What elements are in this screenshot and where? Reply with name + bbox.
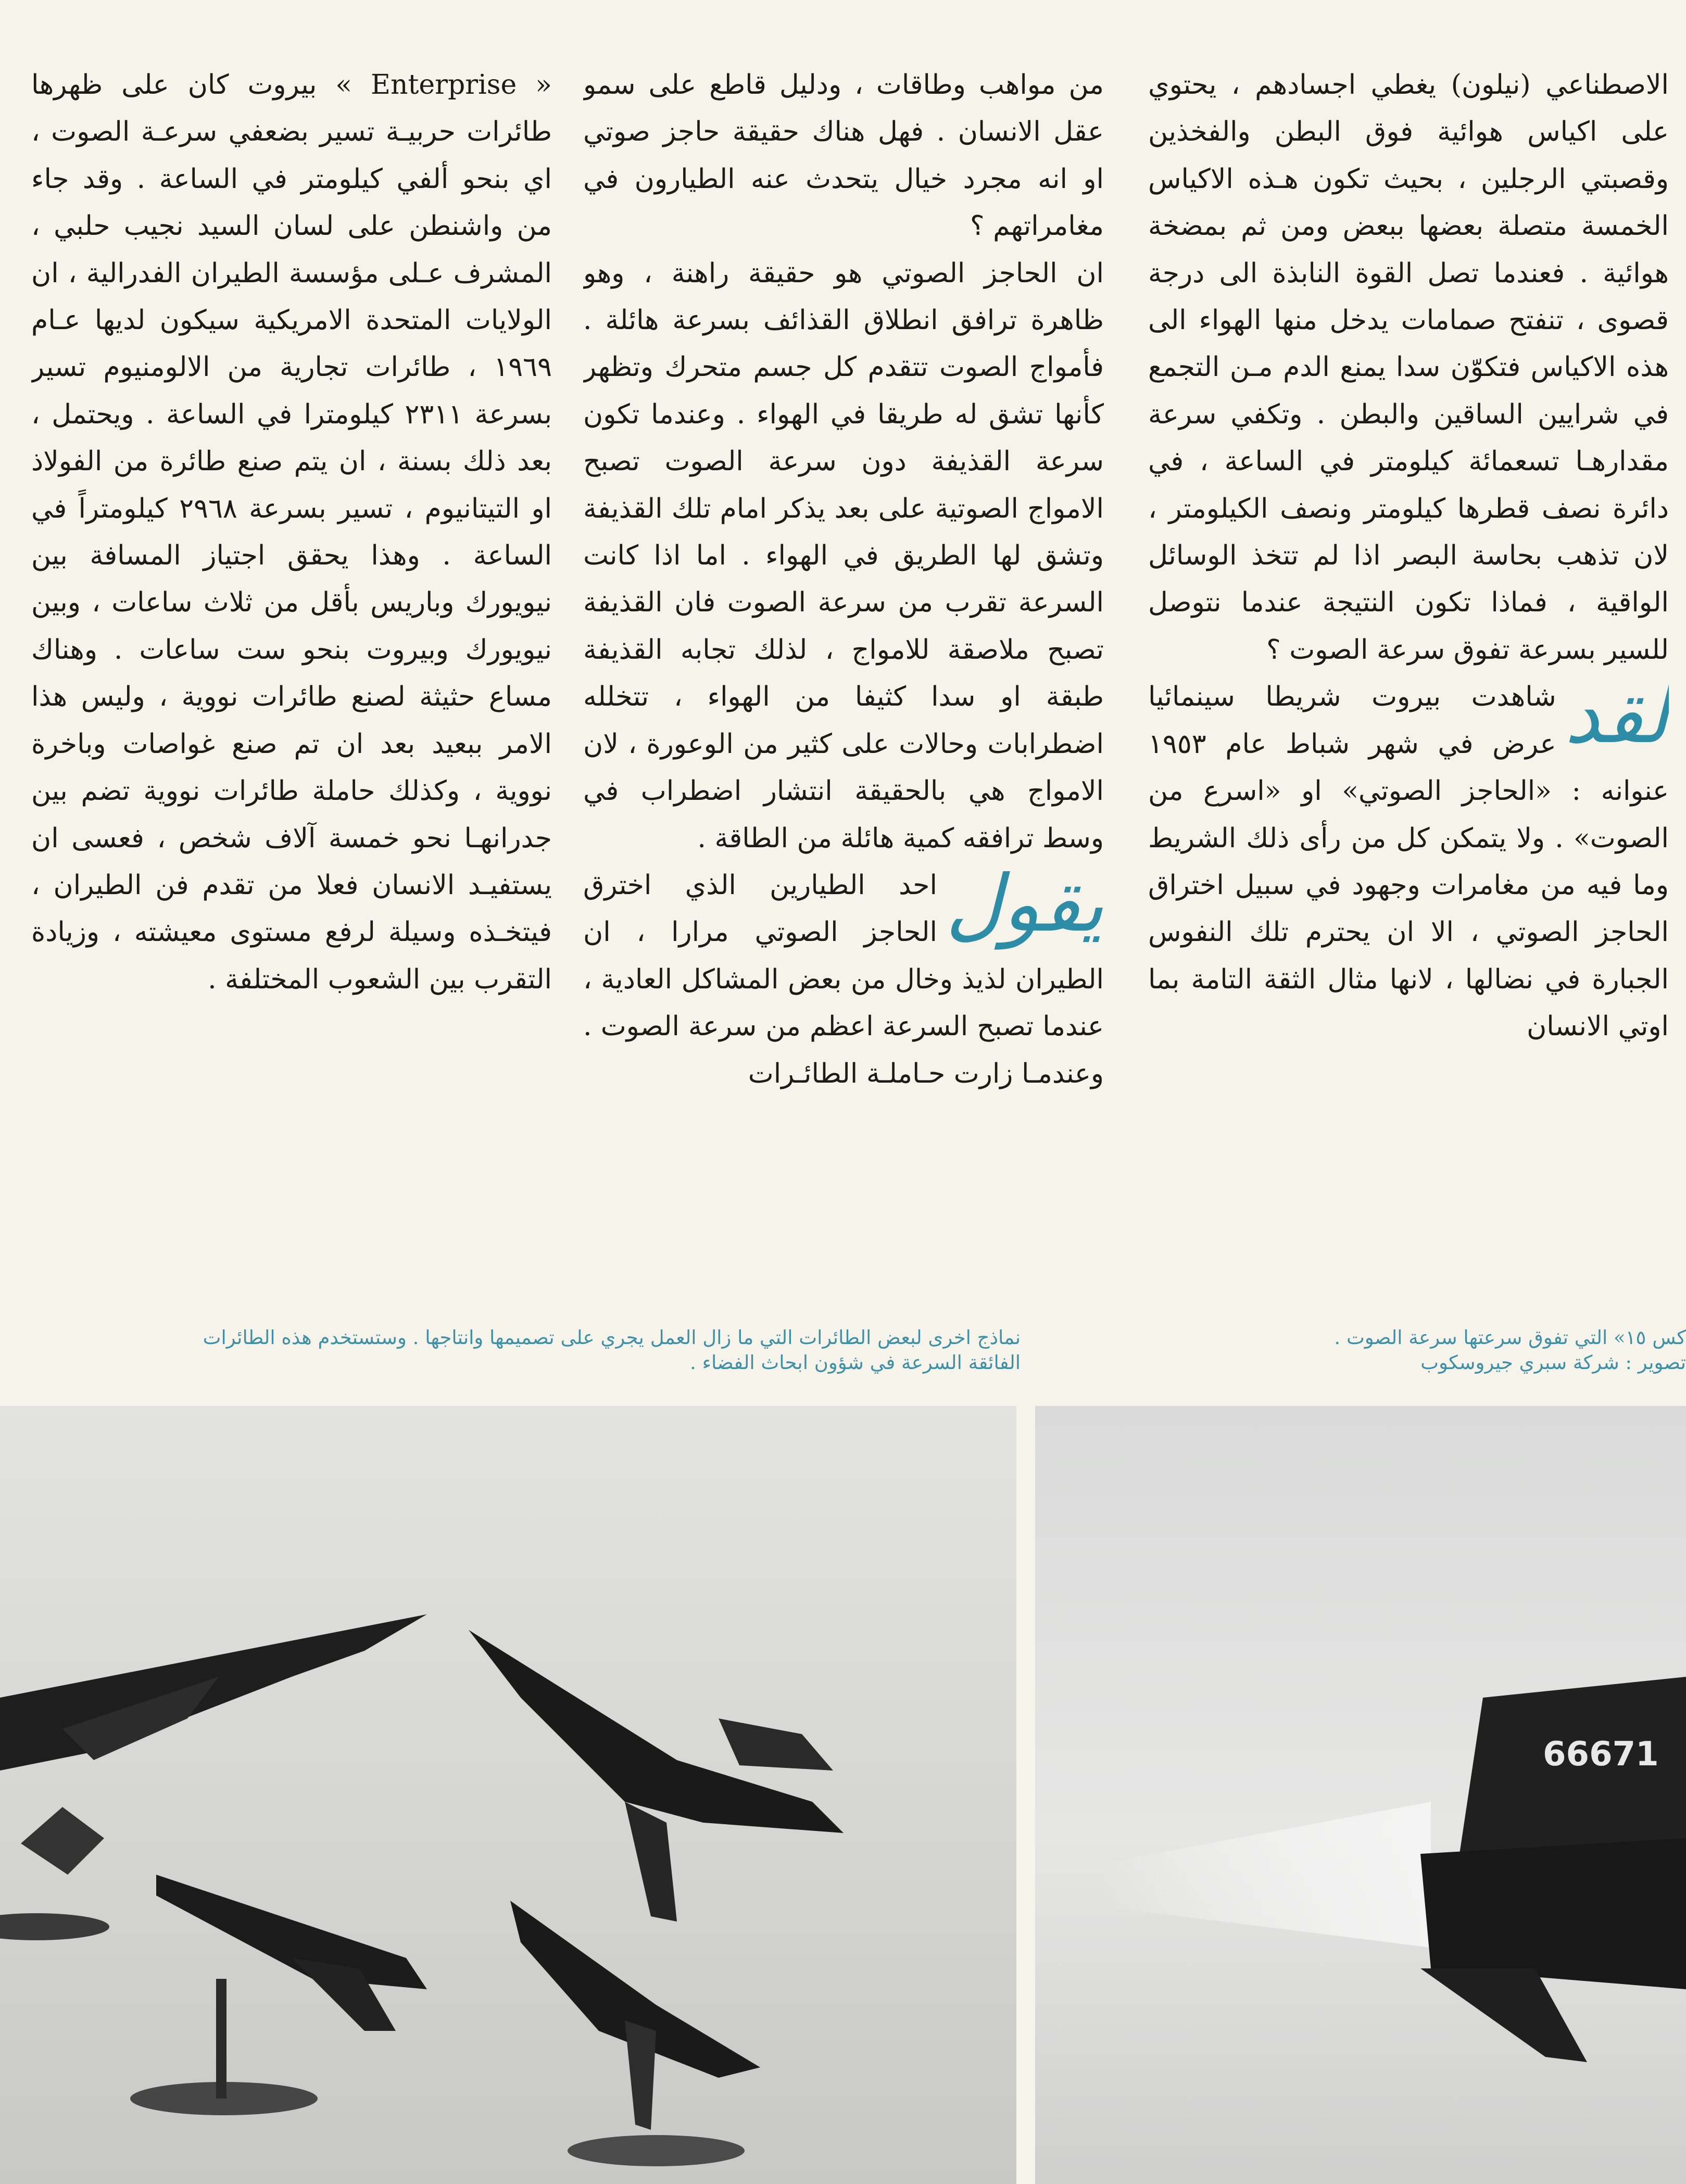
dropcap: يقول	[945, 858, 1104, 949]
paragraph: ان الحاجز الصوتي هو حقيقة راهنة ، وهو ظاهرة ترافق انطلاق القذائف بسرعة هائلة . فأمواج الصوت تتقدم كل جسم متحرك وتظهر كأنها تشق له طريقا في الهواء . وعندما تكون سرعة القذيفة دون سرعة الصوت تصبح الامواج الصوتية على بعد يذكر امام تلك القذيفة وتشق لها الطريق في الهواء . اما اذا كانت السرعة تقرب من سرعة الصوت فان القذيفة تصبح ملاصقة للامواج ، لذلك تجابه القذيفة طبقة او سدا كثيفا من الهواء ، تتخلله اضطرابات وحالات على كثير من الوعورة ، لان الامواج هي بالحقيقة انتشار اضطراب في وسط ترافقه كمية هائلة من الطاقة .	[583, 257, 1104, 854]
aircraft-models-photo	[0, 1406, 1016, 2184]
dropcap: لقد	[1564, 670, 1669, 761]
paragraph-with-dropcap	[583, 858, 1104, 1097]
x15-aircraft-photo	[1035, 1406, 1686, 2184]
paragraph: « Enterprise » بيروت كان على ظهرها طائرات حربيـة تسير بضعفي سرعـة الصوت ، اي بنحو ألفي كيلومتر في الساعة . وقد جاء من واشنطن على لسان السيد نجيب حلبي ، المشرف عـلى مؤسسة الطيران الفدرالية ، ان الولايات المتحدة الامريكية سيكون لديها عـام ١٩٦٩ ، طائرات تجارية من الالومنيوم تسير بسرعة ٢٣١١ كيلومترا في الساعة . ويحتمل ، بعد ذلك بسنة ، ان يتم صنع طائرة من الفولاذ او التيتانيوم ، تسير بسرعة ٢٩٦٨ كيلومتراً في الساعة . وهذا يحقق اجتياز المسافة بين نيويورك وباريس بأقل من ثلاث ساعات ، وبين نيويورك وبيروت بنحو ست ساعات . وهناك مساع حثيثة لصنع طائرات نووية ، وليس هذا الامر ببعيد بعد ان تم صنع غواصات وباخرة نووية ، وكذلك حاملة طائرات نووية تضم بين جدرانهـا نحو خمسة آلاف شخص ، فعسى ان يستفيـد الانسان فعلا من تقدم فن الطيران ، فيتخـذه وسيلة لرفع مستوى معيشته ، وزيادة التقرب بين الشعوب المختلفة .	[31, 69, 552, 995]
caption-line: نماذج اخرى لبعض الطائرات التي ما زال العمل يجري على تصميمها وانتاجها . وستستخدم هذه الطائرات	[203, 1326, 1021, 1349]
caption-credit: تصوير : شركة سبري جيروسكوب	[1420, 1351, 1686, 1374]
paragraph: من مواهب وطاقات ، ودليل قاطع على سمو عقل الانسان . فهل هناك حقيقة حاجز صوتي او انه مجرد خيال يتحدث عنه الطيارون في مغامراتهم ؟	[583, 69, 1104, 242]
article-column-middle	[583, 61, 1104, 1238]
caption-line: الفائقة السرعة في شؤون ابحاث الفضاء .	[690, 1351, 1021, 1374]
paragraph-text: شاهدت بيروت شريطا سينمائيا عرض في شهر شباط عام ١٩٥٣ عنوانه : «الحاجز الصوتي» او «اسرع من الصوت» . ولا يتمكن كل من رأى ذلك الشريط وما فيه من مغامرات وجهود في سبيل اختراق الحاجز الصوتي ، الا ان يحترم تلك النفوس الجبارة في نضالها ، لانها مثال الثقة التامة بما اوتي الانسان	[1148, 681, 1669, 1043]
tail-number: 66671	[1543, 1735, 1659, 1774]
article-column-left	[31, 61, 552, 1238]
paragraph: الاصطناعي (نيلون) يغطي اجسادهم ، يحتوي على اكياس هوائية فوق البطن والفخذين وقصبتي الرجلين ، بحيث تكون هـذه الاكياس الخمسة متصلة بعضها ببعض ومن ثم بمضخة هوائية . فعندما تصل القوة النابذة الى درجة قصوى ، تنفتح صمامات يدخل منها الهواء الى هذه الاكياس فتكوّن سدا يمنع الدم مـن التجمع في شرايين الساقين والبطن . وتكفي سرعة مقدارهـا تسعمائة كيلومتر في الساعة ، في دائرة نصف قطرها كيلومتر ونصف الكيلومتر ، لان تذهب بحاسة البصر اذا لم تتخذ الوسائل الواقية ، فماذا تكون النتيجة عندما نتوصل للسير بسرعة تفوق سرعة الصوت ؟	[1148, 69, 1669, 666]
article-column-right	[1148, 61, 1669, 1238]
paragraph-with-dropcap	[1148, 670, 1669, 1050]
caption-line: كس ١٥» التي تفوق سرعتها سرعة الصوت .	[1334, 1326, 1686, 1349]
photo-caption-right	[1260, 1325, 1686, 1375]
photo-caption-left	[21, 1325, 1021, 1375]
paragraph-text: احد الطيارين الذي اخترق الحاجز الصوتي مرارا ، ان الطيران لذيذ وخال من بعض المشاكل العادية ، عندما تصبح السرعة اعظم من سرعة الصوت . وعندمـا زارت حـاملـة الطائـرات	[583, 869, 1104, 1089]
